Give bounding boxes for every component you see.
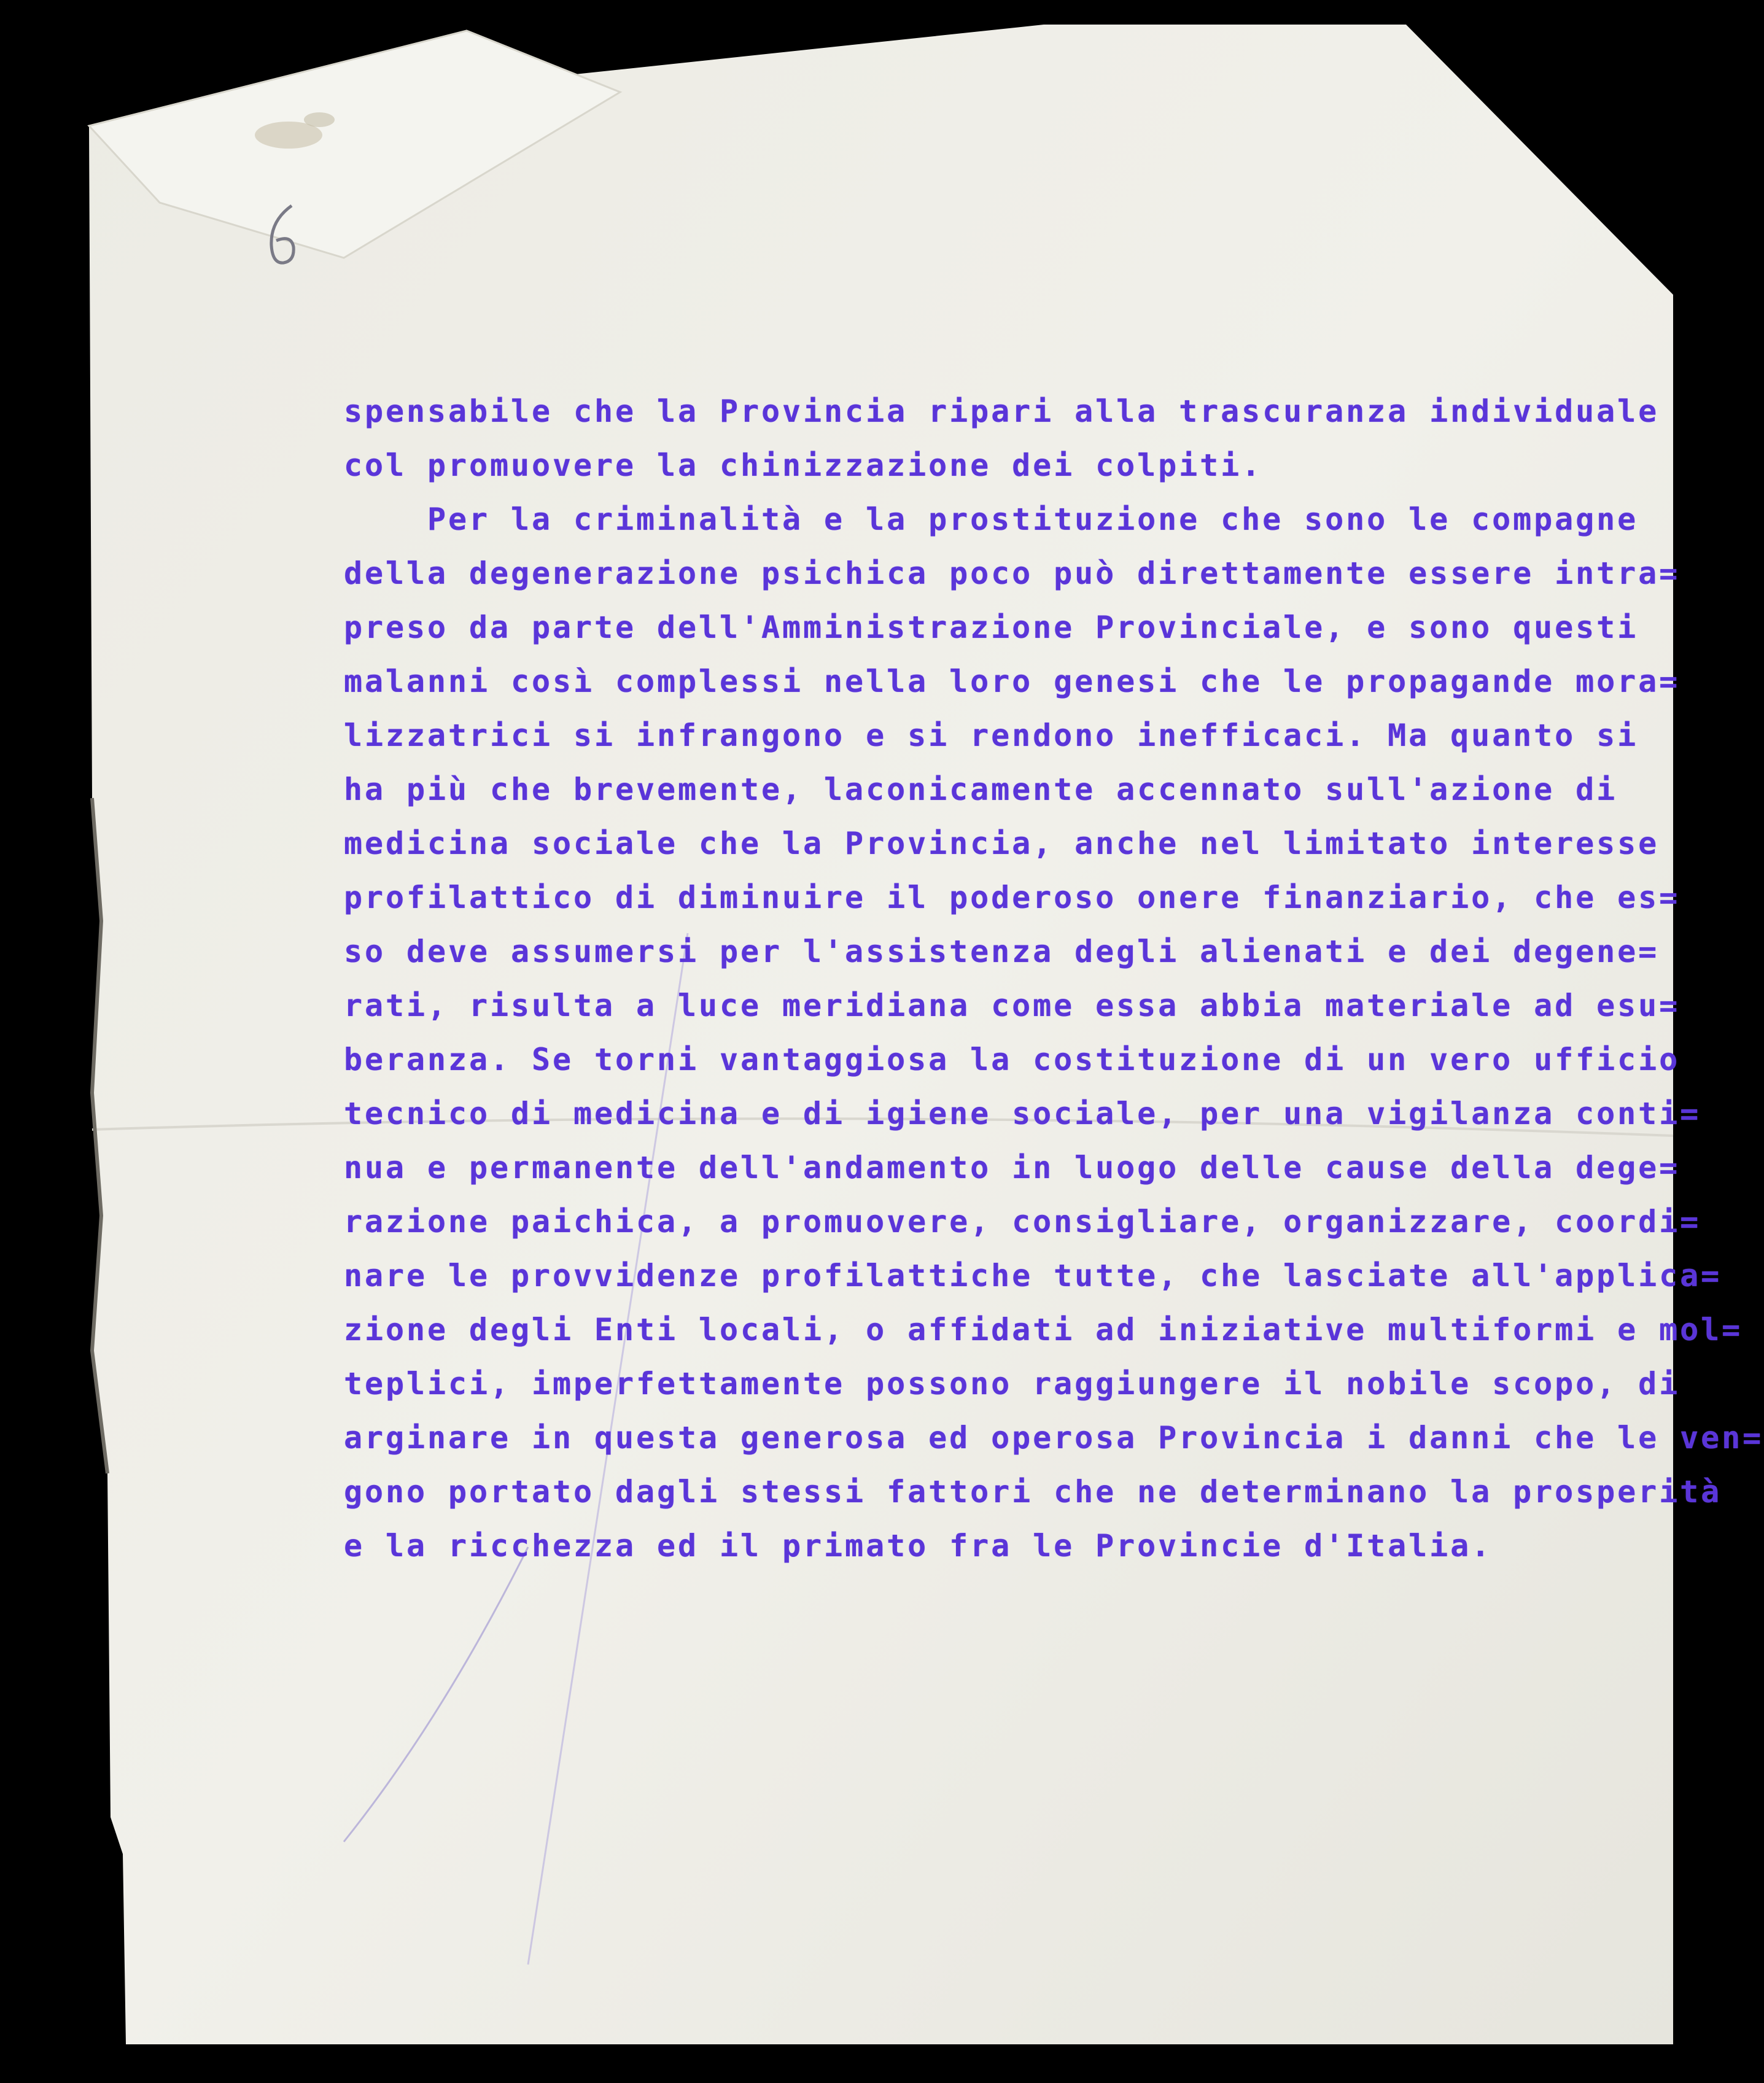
text-line: col promuovere la chinizzazione dei colpiti. [344,448,1263,483]
text-line: zione degli Enti locali, o affidati ad iniziative multiformi e mol= [344,1312,1743,1348]
text-line: preso da parte dell'Amministrazione Provinciale, e sono questi [344,610,1639,645]
text-line: della degenerazione psichica poco può direttamente essere intra= [344,556,1680,591]
text-line: so deve assumersi per l'assistenza degli alienati e dei degene= [344,934,1660,969]
text-line: e la ricchezza ed il primato fra le Provincie d'Italia. [344,1528,1493,1564]
text-line: teplici, imperfettamente possono raggiungere il nobile scopo, di [344,1366,1680,1402]
text-line: nare le provvidenze profilattiche tutte, che lasciate all'applica= [344,1258,1722,1294]
handwritten-page-number [264,203,301,270]
text-line: beranza. Se torni vantaggiosa la costituzione di un vero ufficio [344,1042,1680,1077]
text-line: medicina sociale che la Provincia, anche nel limitato interesse [344,826,1660,861]
stain [304,112,335,127]
text-line: tecnico di medicina e di igiene sociale, per una vigilanza conti= [344,1096,1701,1131]
text-line: Per la criminalità e la prostituzione che sono le compagne [344,502,1639,537]
text-line: gono portato dagli stessi fattori che ne determinano la prosperità [344,1474,1722,1510]
text-line: lizzatrici si infrangono e si rendono inefficaci. Ma quanto si [344,718,1639,753]
text-line: ha più che brevemente, laconicamente accennato sull'azione di [344,772,1618,807]
text-line: nua e permanente dell'andamento in luogo delle cause della dege= [344,1150,1680,1185]
text-line: rati, risulta a luce meridiana come essa abbia materiale ad esu= [344,988,1680,1023]
text-line: arginare in questa generosa ed operosa Provincia i danni che le ven= [344,1420,1764,1456]
text-line: profilattico di diminuire il poderoso onere finanziario, che es= [344,880,1680,915]
text-line: spensabile che la Provincia ripari alla trascuranza individuale [344,394,1660,429]
text-line: razione paichica, a promuovere, consigliare, organizzare, coordi= [344,1204,1701,1239]
text-line: malanni così complessi nella loro genesi che le propagande mora= [344,664,1680,699]
paper-body [89,25,1673,2044]
